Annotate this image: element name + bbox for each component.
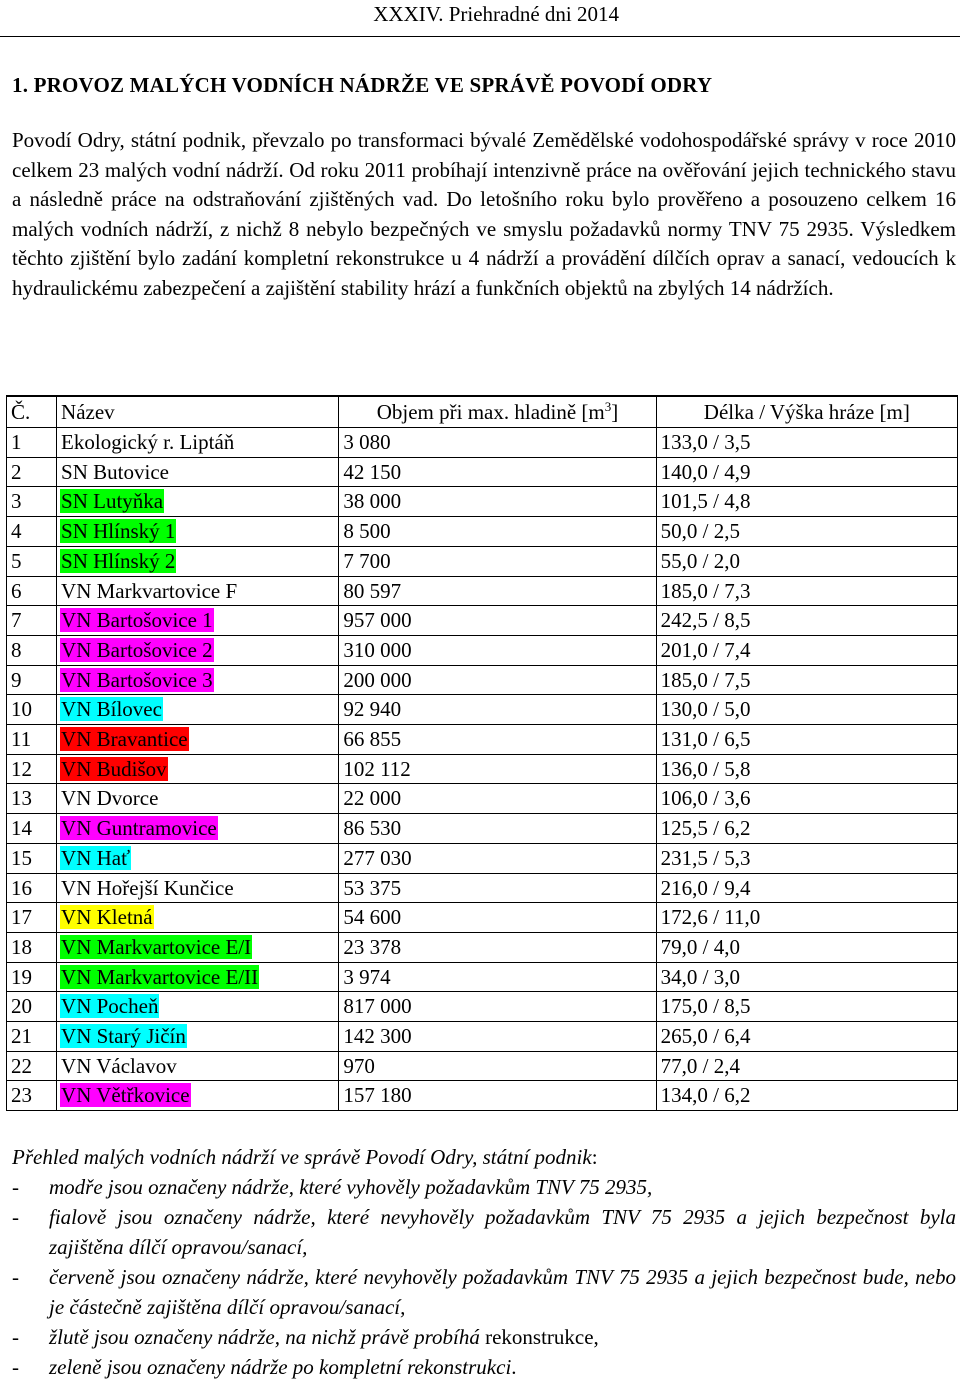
row-name-cell (57, 487, 339, 517)
row-name: SN Hlínský 2 (61, 548, 176, 573)
reservoir-table (6, 395, 958, 1111)
row-volume: 53 375 (343, 875, 402, 900)
table-row (7, 754, 958, 784)
row-volume: 66 855 (343, 727, 402, 752)
row-volume: 970 (343, 1053, 375, 1078)
table-row (7, 725, 958, 755)
row-name-cell (57, 725, 339, 755)
row-volume-cell (339, 903, 656, 933)
row-dimensions: 106,0 / 3,6 (660, 786, 751, 811)
row-dimensions-cell (656, 962, 957, 992)
row-number-cell (7, 725, 57, 755)
row-name-cell (57, 1051, 339, 1081)
row-dimensions-cell (656, 992, 957, 1022)
row-volume-cell (339, 962, 656, 992)
row-name-cell (57, 665, 339, 695)
legend-dash: - (12, 1355, 19, 1379)
row-volume: 23 378 (343, 934, 402, 959)
row-name: VN Guntramovice (61, 816, 217, 841)
row-volume: 200 000 (343, 667, 412, 692)
row-volume: 7 700 (343, 548, 391, 573)
row-name: VN Bartošovice 3 (61, 667, 213, 692)
row-volume-cell (339, 606, 656, 636)
running-head: XXXIV. Priehradné dni 2014 (373, 2, 619, 26)
row-number: 23 (11, 1083, 32, 1108)
row-volume-cell (339, 992, 656, 1022)
row-number-cell (7, 814, 57, 844)
row-name: VN Markvartovice E/I (61, 934, 252, 959)
row-volume-cell (339, 932, 656, 962)
table-row (7, 1022, 958, 1052)
row-name: VN Starý Jičín (61, 1024, 186, 1049)
row-name-cell (57, 814, 339, 844)
row-dimensions-cell (656, 428, 957, 458)
row-name: VN Dvorce (61, 786, 159, 811)
row-volume-cell (339, 1022, 656, 1052)
row-number: 2 (11, 459, 22, 484)
table-row (7, 546, 958, 576)
row-number-cell (7, 635, 57, 665)
row-name: VN Václavov (61, 1053, 177, 1078)
row-number-cell (7, 903, 57, 933)
legend-dash: - (12, 1265, 19, 1289)
header-volume-text: Objem při max. hladině [m (376, 400, 605, 424)
legend-text: fialově jsou označeny nádrže, které nevyhověly požadavkům TNV 75 2935 a jejich bezpečnost byla zajištěna dílčí opravou/sanací, (49, 1205, 956, 1259)
table-row (7, 695, 958, 725)
row-dimensions: 185,0 / 7,5 (660, 667, 751, 692)
header-volume (339, 396, 656, 428)
row-dimensions: 175,0 / 8,5 (660, 994, 751, 1019)
table-row (7, 814, 958, 844)
row-number: 16 (11, 875, 32, 900)
row-volume: 8 500 (343, 519, 391, 544)
row-dimensions-cell (656, 487, 957, 517)
row-number: 6 (11, 578, 22, 603)
legend-item (12, 1172, 956, 1202)
row-name-cell (57, 903, 339, 933)
row-dimensions-cell (656, 665, 957, 695)
row-number: 8 (11, 637, 22, 662)
row-dimensions: 185,0 / 7,3 (660, 578, 751, 603)
legend-text: modře jsou označeny nádrže, které vyhověly požadavkům TNV 75 2935, (49, 1175, 653, 1199)
row-volume: 42 150 (343, 459, 402, 484)
caption-title-text: Přehled malých vodních nádrží ve správě Povodí Odry, státní podnik (12, 1145, 592, 1169)
section-heading: 1. PROVOZ MALÝCH VODNÍCH NÁDRŽE VE SPRÁVĚ POVODÍ ODRY (12, 73, 713, 97)
row-volume: 86 530 (343, 816, 402, 841)
header-name: Název (57, 396, 339, 428)
row-dimensions-cell (656, 903, 957, 933)
row-volume: 817 000 (343, 994, 412, 1019)
row-number: 15 (11, 845, 32, 870)
legend-list (12, 1172, 956, 1382)
legend-item (12, 1322, 956, 1352)
intro-paragraph: Povodí Odry, státní podnik, převzalo po transformaci bývalé Zemědělské vodohospodářské správy v roce 2010 celkem 23 malých vodní nádrží. Od roku 2011 probíhají intenzivně práce na ověřování jejich technického stavu a následně práce na odstraňování zjištěných vad. Do letošního roku bylo prověřeno a posouzeno celkem 16 malých vodních nádrží, z nichž 8 nebylo bezpečných ve smyslu požadavků normy TNV 75 2935. Výsledkem těchto zjištění bylo zadání kompletní rekonstrukce u 4 nádrží a provádění dílčích oprav a sanací, vedoucích k hydraulickému zabezpečení a zajištění stability hrází a funkčních objektů na zbylých 14 nádržích. (12, 128, 956, 300)
row-volume-cell (339, 576, 656, 606)
header-volume-suffix: ] (611, 400, 619, 424)
row-volume-cell (339, 695, 656, 725)
row-dimensions: 231,5 / 5,3 (660, 845, 751, 870)
row-name-cell (57, 843, 339, 873)
row-number-cell (7, 576, 57, 606)
legend-text-upright: rekonstrukce, (485, 1325, 599, 1349)
row-name: VN Bartošovice 2 (61, 637, 213, 662)
legend-dash: - (12, 1175, 19, 1199)
table-row (7, 576, 958, 606)
row-number-cell (7, 1051, 57, 1081)
row-name-cell (57, 428, 339, 458)
row-dimensions: 136,0 / 5,8 (660, 756, 751, 781)
row-number: 14 (11, 816, 32, 841)
row-volume-cell (339, 457, 656, 487)
row-number: 19 (11, 964, 32, 989)
row-name-cell (57, 695, 339, 725)
row-number-cell (7, 457, 57, 487)
row-name: VN Bravantice (61, 727, 188, 752)
row-number: 1 (11, 430, 22, 454)
row-number: 10 (11, 697, 32, 722)
row-number-cell (7, 428, 57, 458)
row-name-cell (57, 962, 339, 992)
row-dimensions-cell (656, 1022, 957, 1052)
row-number-cell (7, 1081, 57, 1111)
row-name-cell (57, 1081, 339, 1111)
row-dimensions: 50,0 / 2,5 (660, 519, 740, 544)
row-dimensions-cell (656, 754, 957, 784)
row-name: SN Butovice (61, 459, 169, 484)
row-number: 13 (11, 786, 32, 811)
row-volume: 92 940 (343, 697, 402, 722)
row-dimensions: 34,0 / 3,0 (660, 964, 740, 989)
row-volume: 80 597 (343, 578, 402, 603)
legend-text: červeně jsou označeny nádrže, které nevyhověly požadavkům TNV 75 2935 a jejich bezpečnost bude, nebo je částečně zajištěna dílčí opravou/sanací, (49, 1265, 956, 1319)
row-volume-cell (339, 1081, 656, 1111)
row-volume: 38 000 (343, 489, 402, 514)
row-number-cell (7, 754, 57, 784)
table-row (7, 1051, 958, 1081)
row-name: VN Bartošovice 1 (61, 608, 213, 633)
row-name: VN Pocheň (61, 994, 159, 1019)
row-dimensions-cell (656, 843, 957, 873)
row-name: VN Markvartovice E/II (61, 964, 259, 989)
row-dimensions: 79,0 / 4,0 (660, 934, 740, 959)
row-number: 18 (11, 934, 32, 959)
row-volume: 957 000 (343, 608, 412, 633)
table-row (7, 784, 958, 814)
row-name-cell (57, 1022, 339, 1052)
row-dimensions: 242,5 / 8,5 (660, 608, 751, 633)
row-name-cell (57, 576, 339, 606)
row-volume: 3 974 (343, 964, 391, 989)
row-volume: 102 112 (343, 756, 411, 781)
row-name-cell (57, 517, 339, 547)
row-volume-cell (339, 725, 656, 755)
row-volume-cell (339, 487, 656, 517)
row-number-cell (7, 932, 57, 962)
row-number: 17 (11, 905, 32, 930)
row-volume-cell (339, 428, 656, 458)
table-row (7, 873, 958, 903)
row-number-cell (7, 546, 57, 576)
row-name-cell (57, 606, 339, 636)
row-volume: 3 080 (343, 430, 391, 454)
row-dimensions: 140,0 / 4,9 (660, 459, 751, 484)
legend-text: zeleně jsou označeny nádrže po kompletní rekonstrukci (49, 1355, 512, 1379)
row-number: 11 (11, 727, 32, 752)
row-dimensions: 55,0 / 2,0 (660, 548, 740, 573)
row-dimensions-cell (656, 725, 957, 755)
row-dimensions-cell (656, 695, 957, 725)
caption-title (12, 1142, 956, 1172)
row-dimensions-cell (656, 873, 957, 903)
table-row (7, 606, 958, 636)
legend-text: žlutě jsou označeny nádrže, na nichž právě probíhá (49, 1325, 486, 1349)
header-dimensions: Délka / Výška hráze [m] (656, 396, 957, 428)
row-dimensions-cell (656, 1051, 957, 1081)
row-name: SN Hlínský 1 (61, 519, 176, 544)
row-dimensions-cell (656, 1081, 957, 1111)
row-volume-cell (339, 635, 656, 665)
table-row (7, 487, 958, 517)
row-name-cell (57, 784, 339, 814)
row-name-cell (57, 635, 339, 665)
row-volume-cell (339, 843, 656, 873)
row-dimensions: 130,0 / 5,0 (660, 697, 751, 722)
row-volume: 22 000 (343, 786, 402, 811)
row-dimensions: 201,0 / 7,4 (660, 637, 751, 662)
table-caption (12, 1142, 956, 1382)
legend-text-upright: . (511, 1355, 517, 1379)
header-rule (0, 36, 960, 37)
row-dimensions: 77,0 / 2,4 (660, 1053, 740, 1078)
row-dimensions: 131,0 / 6,5 (660, 727, 751, 752)
table-row (7, 457, 958, 487)
row-dimensions-cell (656, 576, 957, 606)
table-row (7, 428, 958, 458)
table-row (7, 932, 958, 962)
row-dimensions-cell (656, 457, 957, 487)
row-volume-cell (339, 517, 656, 547)
row-name-cell (57, 546, 339, 576)
row-name: VN Hať (61, 845, 131, 870)
row-number-cell (7, 665, 57, 695)
row-name: VN Kletná (61, 905, 153, 930)
caption-title-colon: : (591, 1145, 598, 1169)
table-row (7, 962, 958, 992)
row-number: 20 (11, 994, 32, 1019)
row-name: VN Markvartovice F (61, 578, 238, 603)
row-dimensions-cell (656, 546, 957, 576)
row-name: VN Budišov (61, 756, 167, 781)
row-volume: 54 600 (343, 905, 402, 930)
row-number-cell (7, 784, 57, 814)
row-dimensions: 101,5 / 4,8 (660, 489, 751, 514)
row-volume-cell (339, 546, 656, 576)
row-name: VN Větřkovice (61, 1083, 190, 1108)
row-name-cell (57, 992, 339, 1022)
row-dimensions-cell (656, 932, 957, 962)
row-number-cell (7, 517, 57, 547)
legend-dash: - (12, 1325, 19, 1349)
row-volume: 277 030 (343, 845, 412, 870)
row-dimensions-cell (656, 635, 957, 665)
row-number-cell (7, 873, 57, 903)
header-number: Č. (7, 396, 57, 428)
row-number-cell (7, 992, 57, 1022)
table-row (7, 992, 958, 1022)
row-name: SN Lutyňka (61, 489, 164, 514)
row-dimensions: 125,5 / 6,2 (660, 816, 751, 841)
row-dimensions-cell (656, 784, 957, 814)
row-dimensions: 133,0 / 3,5 (660, 430, 751, 454)
row-number-cell (7, 487, 57, 517)
row-name-cell (57, 932, 339, 962)
row-volume-cell (339, 665, 656, 695)
table-row (7, 843, 958, 873)
row-dimensions: 172,6 / 11,0 (660, 905, 761, 930)
legend-item (12, 1262, 956, 1322)
row-dimensions-cell (656, 606, 957, 636)
row-number-cell (7, 962, 57, 992)
legend-item (12, 1352, 956, 1382)
row-volume-cell (339, 1051, 656, 1081)
row-volume-cell (339, 784, 656, 814)
row-name-cell (57, 873, 339, 903)
row-number-cell (7, 606, 57, 636)
table-row (7, 665, 958, 695)
row-name-cell (57, 754, 339, 784)
row-number: 4 (11, 519, 22, 544)
row-volume: 157 180 (343, 1083, 412, 1108)
table-row (7, 517, 958, 547)
row-volume-cell (339, 754, 656, 784)
row-volume: 310 000 (343, 637, 412, 662)
row-number: 9 (11, 667, 22, 692)
row-name: Ekologický r. Liptáň (61, 430, 235, 454)
row-volume-cell (339, 814, 656, 844)
row-volume: 142 300 (343, 1024, 412, 1049)
row-dimensions-cell (656, 814, 957, 844)
row-name: VN Hořejší Kunčice (61, 875, 234, 900)
row-name-cell (57, 457, 339, 487)
row-dimensions: 134,0 / 6,2 (660, 1083, 751, 1108)
table-row (7, 903, 958, 933)
table-header-row (7, 396, 958, 428)
table-row (7, 1081, 958, 1111)
row-number-cell (7, 695, 57, 725)
header-volume-superscript: 3 (604, 399, 612, 414)
row-number-cell (7, 1022, 57, 1052)
row-dimensions: 265,0 / 6,4 (660, 1024, 751, 1049)
row-dimensions-cell (656, 517, 957, 547)
row-volume-cell (339, 873, 656, 903)
row-number: 3 (11, 489, 22, 514)
row-number: 7 (11, 608, 22, 633)
row-name: VN Bílovec (61, 697, 162, 722)
row-dimensions: 216,0 / 9,4 (660, 875, 751, 900)
legend-item (12, 1202, 956, 1262)
row-number: 12 (11, 756, 32, 781)
legend-dash: - (12, 1205, 19, 1229)
row-number: 22 (11, 1053, 32, 1078)
table-row (7, 635, 958, 665)
row-number-cell (7, 843, 57, 873)
row-number: 5 (11, 548, 22, 573)
row-number: 21 (11, 1024, 32, 1049)
